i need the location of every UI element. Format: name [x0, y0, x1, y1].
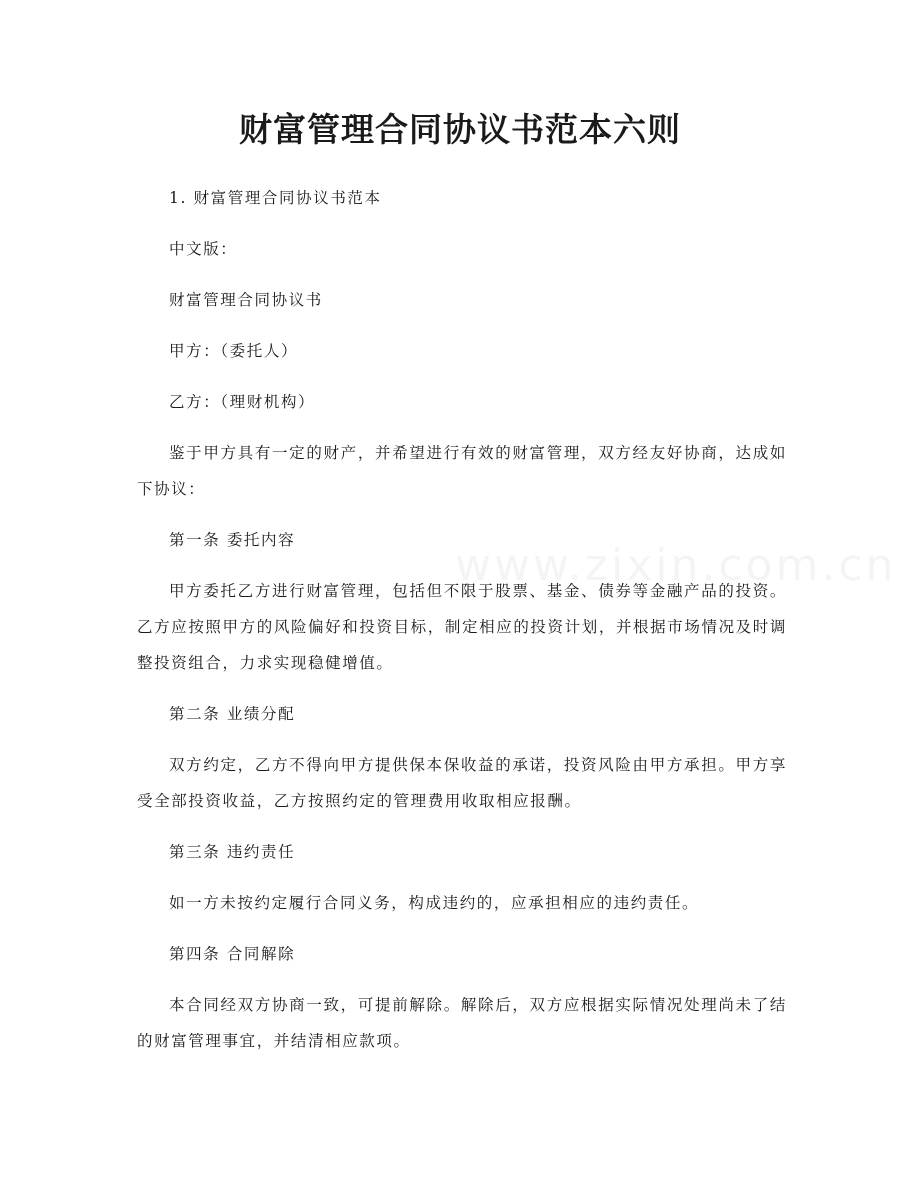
article-body: 甲方委托乙方进行财富管理，包括但不限于股票、基金、债券等金融产品的投资。乙方应按照甲方的风险偏好和投资目标，制定相应的投资计划，并根据市场情况及时调整投资组合，力求实现稳健增值。 — [137, 582, 787, 672]
article-body: 本合同经双方协商一致，可提前解除。解除后，双方应根据实际情况处理尚未了结的财富管理事宜，并结清相应款项。 — [137, 996, 787, 1050]
article-heading: 第三条 违约责任 — [169, 843, 296, 861]
document-body — [137, 180, 787, 1059]
party-b: 乙方：（理财机构） — [169, 393, 316, 411]
language-label: 中文版： — [169, 240, 238, 258]
article-heading: 第一条 委托内容 — [169, 531, 296, 549]
article-body: 如一方未按约定履行合同义务，构成违约的，应承担相应的违约责任。 — [169, 894, 700, 912]
article-heading: 第四条 合同解除 — [169, 945, 296, 963]
party-a: 甲方：（委托人） — [169, 342, 299, 360]
document-title: 财富管理合同协议书范本六则 — [239, 110, 681, 149]
article-heading: 第二条 业绩分配 — [169, 705, 296, 723]
section-heading: 1. 财富管理合同协议书范本 — [169, 189, 382, 207]
contract-title: 财富管理合同协议书 — [169, 291, 323, 309]
article-body: 双方约定，乙方不得向甲方提供保本保收益的承诺，投资风险由甲方承担。甲方享受全部投资收益，乙方按照约定的管理费用收取相应报酬。 — [137, 756, 787, 810]
preamble: 鉴于甲方具有一定的财产，并希望进行有效的财富管理，双方经友好协商，达成如下协议： — [137, 444, 787, 498]
